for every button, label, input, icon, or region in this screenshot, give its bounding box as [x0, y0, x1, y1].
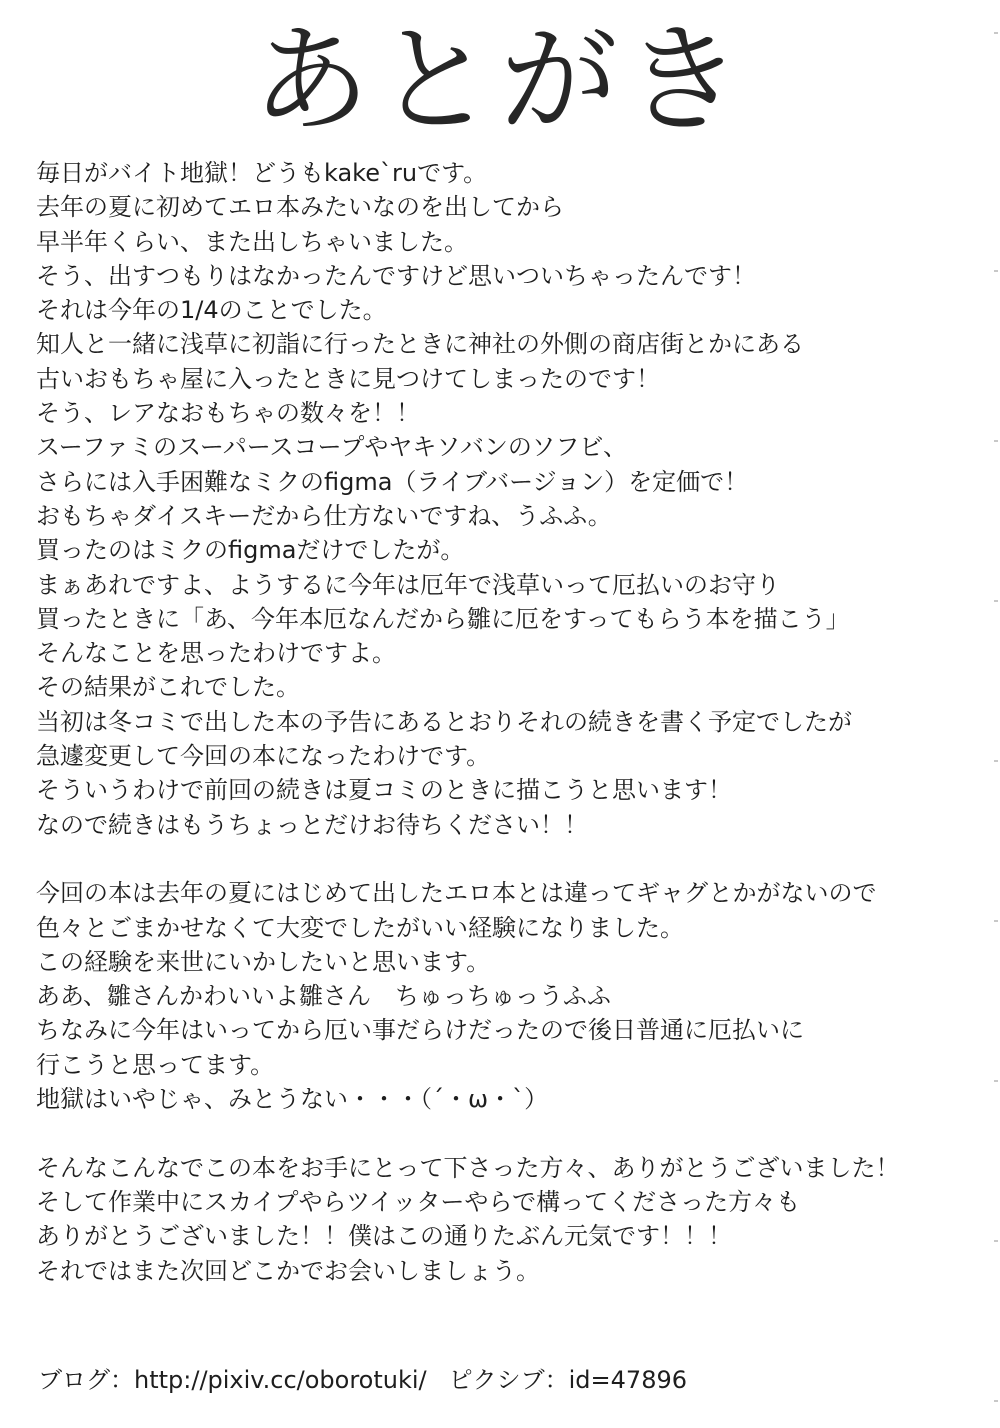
text-line: 行こうと思ってます。 [36, 1050, 275, 1079]
text-line: そう、レアなおもちゃの数々を！！ [36, 399, 420, 428]
page-edge-marks [992, 0, 1000, 1428]
text-line: 買ったときに「あ、今年本厄なんだから雛に厄をすってもらう本を描こう」 [36, 604, 850, 633]
blog-label: ブログ： [38, 1366, 134, 1394]
paragraph-3 [36, 1151, 976, 1288]
text-line: ああ、雛さんかわいいよ雛さん ちゅっちゅっうふふ [36, 982, 612, 1011]
text-line: そういうわけで前回の続きは夏コミのときに描こうと思います！ [36, 776, 732, 805]
text-line: この経験を来世にいかしたいと思います。 [36, 947, 491, 976]
text-line: ありがとうございました！！僕はこの通りたぶん元気です！！！ [36, 1222, 732, 1251]
afterword-body [36, 156, 976, 1288]
text-line: 買ったのはミクのfigmaだけでしたが。 [36, 536, 465, 565]
text-line: そう、出すつもりはなかったんですけど思いついちゃったんです！ [36, 261, 756, 290]
paragraph-gap [36, 842, 976, 876]
text-line: 色々とごまかせなくて大変でしたがいい経験になりました。 [36, 913, 684, 942]
text-line: さらには入手困難なミクのfigma（ライブバージョン）を定価で！ [36, 467, 749, 496]
text-line: なので続きはもうちょっとだけお待ちください！！ [36, 810, 588, 839]
paragraph-1 [36, 156, 976, 842]
text-line: 地獄はいやじゃ、みとうない・・・（´・ω・`） [36, 1085, 549, 1114]
text-line: そんなこんなでこの本をお手にとって下さった方々、ありがとうございました！ [36, 1153, 900, 1182]
text-line: そんなことを思ったわけですよ。 [36, 639, 396, 668]
text-line: その結果がこれでした。 [36, 673, 300, 702]
text-line: ちなみに今年はいってから厄い事だらけだったので後日普通に厄払いに [36, 1016, 804, 1045]
text-line: おもちゃダイスキーだから仕方ないですね、うふふ。 [36, 501, 612, 530]
footer-links [38, 1363, 978, 1397]
paragraph-gap [36, 1116, 976, 1150]
text-line: 毎日がバイト地獄！どうもkake`ruです。 [36, 159, 488, 187]
text-line: そして作業中にスカイプやらツイッターやらで構ってくださった方々も [36, 1187, 801, 1216]
text-line: 急遽変更して今回の本になったわけです。 [36, 742, 491, 771]
pixiv-id: id=47896 [568, 1366, 687, 1394]
text-line: それではまた次回どこかでお会いしましょう。 [36, 1256, 540, 1285]
text-line: スーファミのスーパースコープやヤキソバンのソフビ、 [36, 433, 628, 462]
blog-url-link[interactable]: http://pixiv.cc/oborotuki/ [134, 1366, 427, 1394]
page-title: あとがき [251, 11, 748, 149]
text-line: 知人と一緒に浅草に初詣に行ったときに神社の外側の商店街とかにある [36, 330, 804, 359]
text-line: 今回の本は去年の夏にはじめて出したエロ本とは違ってギャグとかがないので [36, 879, 877, 908]
text-line: 去年の夏に初めてエロ本みたいなのを出してから [36, 193, 564, 222]
text-line: それは今年の1/4のことでした。 [36, 296, 387, 325]
text-line: 古いおもちゃ屋に入ったときに見つけてしまったのです！ [36, 364, 660, 393]
text-line: 当初は冬コミで出した本の予告にあるとおりそれの続きを書く予定でしたが [36, 707, 852, 736]
text-line: 早半年くらい、また出しちゃいました。 [36, 227, 468, 256]
pixiv-label: ピクシブ： [448, 1366, 569, 1394]
paragraph-2 [36, 876, 976, 1116]
text-line: まぁあれですよ、ようするに今年は厄年で浅草いって厄払いのお守り [36, 570, 780, 599]
